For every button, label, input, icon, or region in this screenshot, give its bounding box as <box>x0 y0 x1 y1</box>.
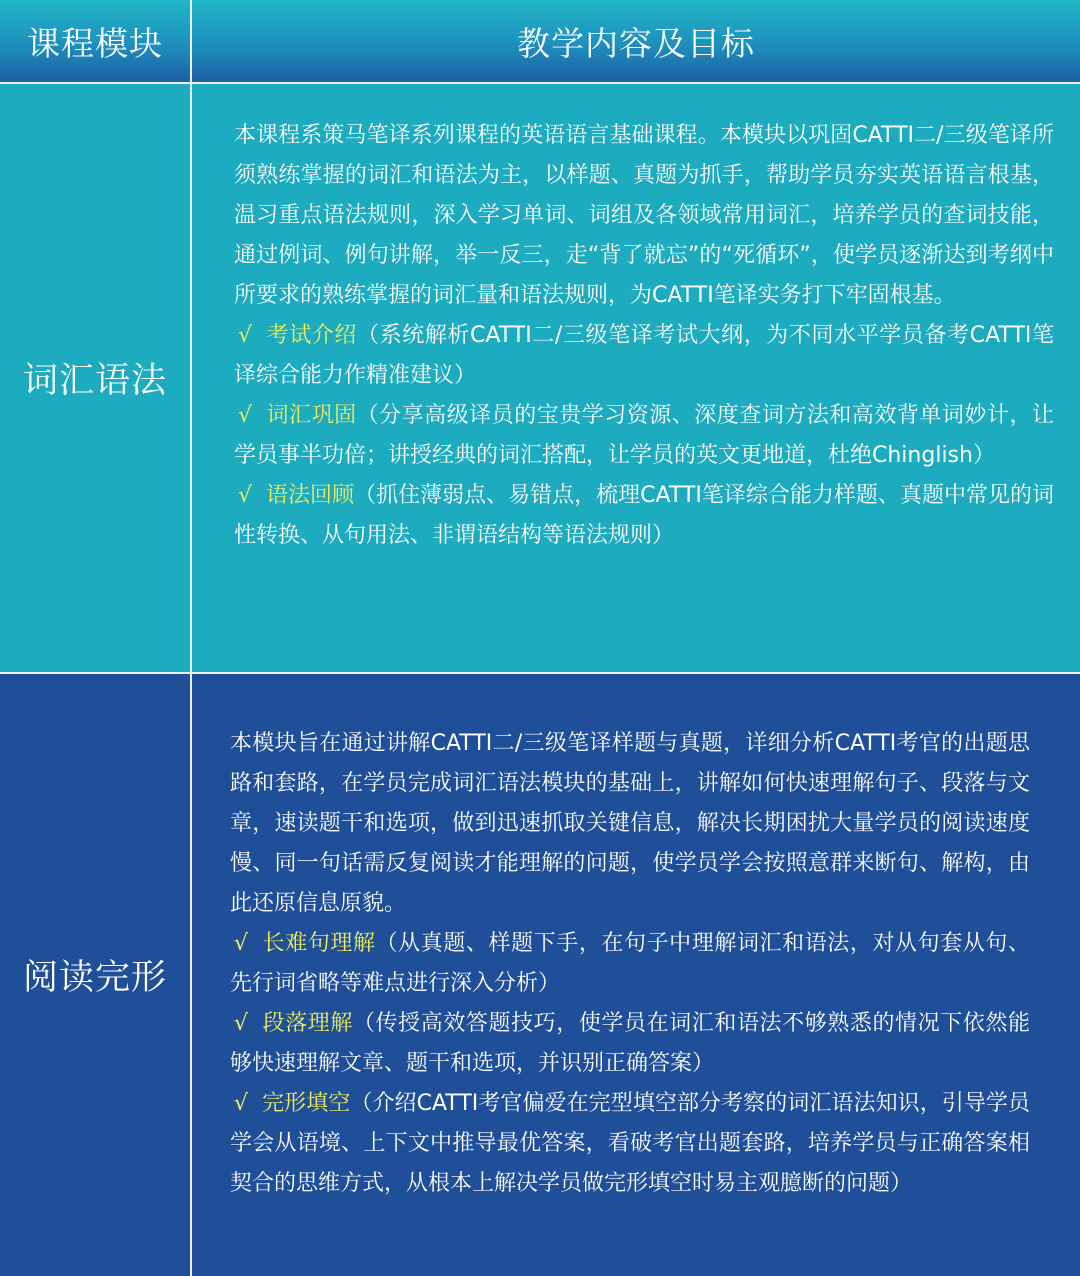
check-icon: √ <box>238 323 253 348</box>
bullet-keyword: 语法回顾 <box>266 483 355 508</box>
check-icon: √ <box>234 1011 249 1036</box>
module-name: 阅读完形 <box>0 674 192 1276</box>
module-content-cell <box>194 674 1080 1276</box>
module-intro: 本课程系策马笔译系列课程的英语语言基础课程。本模块以巩固CATTI二/三级笔译所须熟练掌握的词汇和语法为主，以样题、真题为抓手，帮助学员夯实英语语言根基，温习重点语法规则，深入学习单词、词组及各领域常用词汇，培养学员的查词技能，通过例词、例句讲解，举一反三，走“背了就忘”的“死循环”，使学员逐渐达到考纲中所要求的熟练掌握的词汇量和语法规则，为CATTI笔译实务打下牢固根基。 <box>234 123 1054 308</box>
bullet-item <box>230 1004 1030 1084</box>
table-row-vocab-grammar <box>0 84 1080 672</box>
bullet-keyword: 段落理解 <box>262 1011 353 1036</box>
check-icon: √ <box>238 403 253 428</box>
bullet-text: （从真题、样题下手，在句子中理解词汇和语法，对从句套从句、先行词省略等难点进行深入分析） <box>230 931 1030 996</box>
module-name: 词汇语法 <box>0 84 192 672</box>
bullet-text: （抓住薄弱点、易错点，梳理CATTI笔译综合能力样题、真题中常见的词性转换、从句用法、非谓语结构等语法规则） <box>234 483 1054 548</box>
bullet-text: （分享高级译员的宝贵学习资源、深度查词方法和高效背单词妙计，让学员事半功倍；讲授经典的词汇搭配，让学员的英文更地道，杜绝Chinglish） <box>234 403 1054 468</box>
bullet-keyword: 完形填空 <box>262 1091 351 1116</box>
module-content <box>234 116 1054 556</box>
header-module-column: 课程模块 <box>0 0 192 82</box>
table-header <box>0 0 1080 84</box>
bullet-item <box>230 924 1030 1004</box>
bullet-text: （介绍CATTI考官偏爱在完型填空部分考察的词汇语法知识，引导学员学会从语境、上下文中推导最优答案，看破考官出题套路，培养学员与正确答案相契合的思维方式，从根本上解决学员做完形填空时易主观臆断的问题） <box>230 1091 1030 1196</box>
module-content-cell <box>194 84 1080 672</box>
bullet-item <box>234 316 1054 396</box>
bullet-text: （传授高效答题技巧，使学员在词汇和语法不够熟悉的情况下依然能够快速理解文章、题干和选项，并识别正确答案） <box>230 1011 1030 1076</box>
check-icon: √ <box>234 931 249 956</box>
module-content <box>230 724 1030 1204</box>
bullet-text: （系统解析CATTI二/三级笔译考试大纲，为不同水平学员备考CATTI笔译综合能力作精准建议） <box>234 323 1054 388</box>
bullet-item <box>234 396 1054 476</box>
bullet-keyword: 词汇巩固 <box>266 403 357 428</box>
bullet-keyword: 长难句理解 <box>262 931 376 956</box>
header-content-column: 教学内容及目标 <box>517 23 755 63</box>
bullet-keyword: 考试介绍 <box>266 323 358 348</box>
bullet-item <box>230 1084 1030 1204</box>
module-intro: 本模块旨在通过讲解CATTI二/三级笔译样题与真题，详细分析CATTI考官的出题思路和套路，在学员完成词汇语法模块的基础上，讲解如何快速理解句子、段落与文章，速读题干和选项，做到迅速抓取关键信息，解决长期困扰大量学员的阅读速度慢、同一句话需反复阅读才能理解的问题，使学员学会按照意群来断句、解构，由此还原信息原貌。 <box>230 731 1030 916</box>
bullet-item <box>234 476 1054 556</box>
table-row-reading-cloze <box>0 672 1080 1276</box>
check-icon: √ <box>234 1091 249 1116</box>
check-icon: √ <box>238 483 253 508</box>
